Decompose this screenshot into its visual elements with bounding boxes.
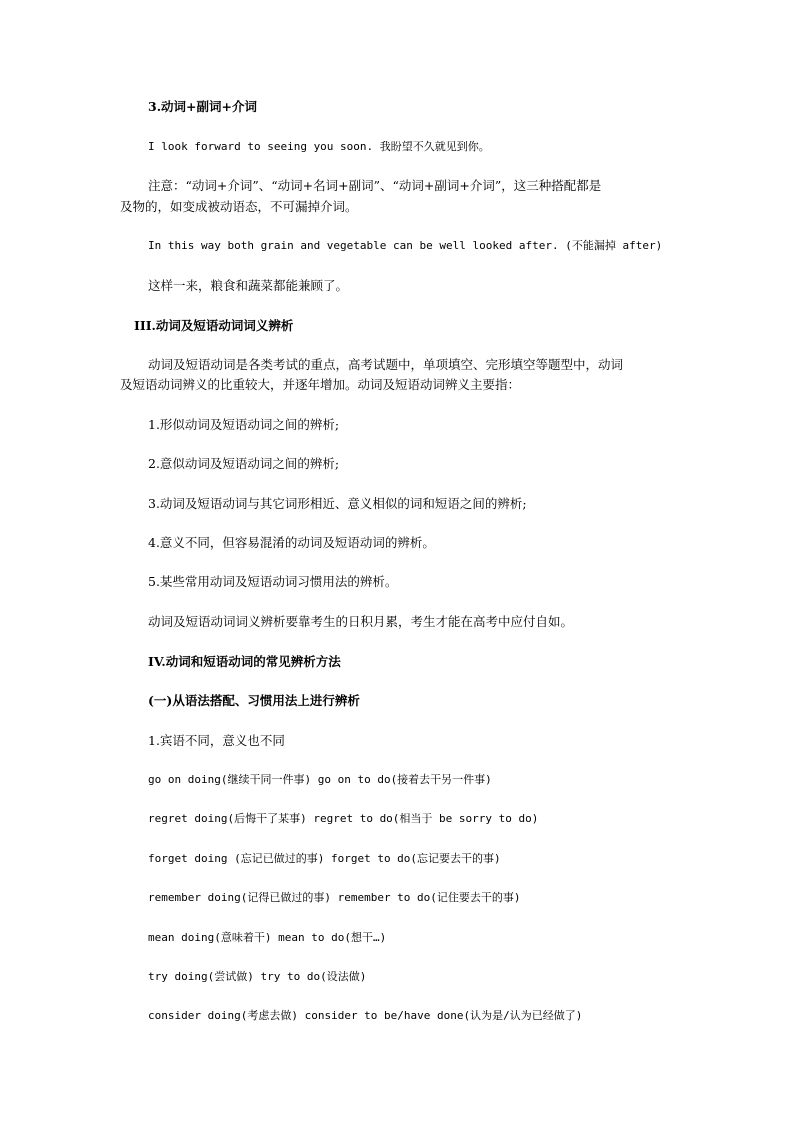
section-heading-iii: III.动词及短语动词词义辨析	[134, 318, 294, 333]
list-item-4: 4.意义不同，但容易混淆的动词及短语动词的辨析。	[148, 535, 435, 550]
subsection-heading-1: (一)从语法搭配、习惯用法上进行辨析	[148, 693, 360, 708]
list-item-3: 3.动词及短语动词与其它词形相近、意义相似的词和短语之间的辨析;	[148, 496, 527, 511]
verb-pair-go-on: go on doing(继续干同一件事) go on to do(接着去干另一件事)	[148, 773, 492, 786]
example-translation: 这样一来，粮食和蔬菜都能兼顾了。	[148, 278, 349, 293]
list-item-5: 5.某些常用动词及短语动词习惯用法的辨析。	[148, 574, 398, 589]
note-paragraph-line-2: 及物的，如变成被动语态，不可漏掉介词。	[120, 199, 358, 214]
verb-pair-remember: remember doing(记得已做过的事) remember to do(记住要去干的事)	[148, 891, 521, 904]
list-item-1: 1.形似动词及短语动词之间的辨析;	[148, 417, 340, 432]
verb-pair-mean: mean doing(意味着干) mean to do(想干…)	[148, 931, 387, 944]
point-heading-1: 1.宾语不同，意义也不同	[148, 733, 285, 748]
example-sentence-look-forward: I look forward to seeing you soon. 我盼望不久就见到你。	[148, 140, 490, 153]
verb-pair-consider: consider doing(考虑去做) consider to be/have done(认为是/认为已经做了)	[148, 1009, 583, 1022]
verb-pair-try: try doing(尝试做) try to do(设法做)	[148, 970, 367, 983]
verb-pair-forget: forget doing (忘记已做过的事) forget to do(忘记要去干的事)	[148, 852, 501, 865]
intro-paragraph-line-2: 及短语动词辨义的比重较大，并逐年增加。动词及短语动词辨义主要指：	[120, 377, 521, 392]
list-item-2: 2.意似动词及短语动词之间的辨析;	[148, 456, 340, 471]
intro-paragraph-line-1: 动词及短语动词是各类考试的重点，高考试题中，单项填空、完形填空等题型中，动词	[148, 357, 624, 372]
example-sentence-looked-after: In this way both grain and vegetable can be well looked after. (不能漏掉 after)	[148, 239, 663, 252]
note-paragraph-line-1: 注意：“动词+介词”、“动词+名词+副词”、“动词+副词+介词”，这三种搭配都是	[148, 178, 602, 193]
verb-pair-regret: regret doing(后悔干了某事) regret to do(相当于 be sorry to do)	[148, 812, 539, 825]
summary-paragraph: 动词及短语动词词义辨析要靠考生的日积月累，考生才能在高考中应付自如。	[148, 614, 574, 629]
section-heading-verb-adverb-preposition: 3.动词+副词+介词	[148, 99, 257, 114]
section-heading-iv: IV.动词和短语动词的常见辨析方法	[148, 654, 341, 669]
